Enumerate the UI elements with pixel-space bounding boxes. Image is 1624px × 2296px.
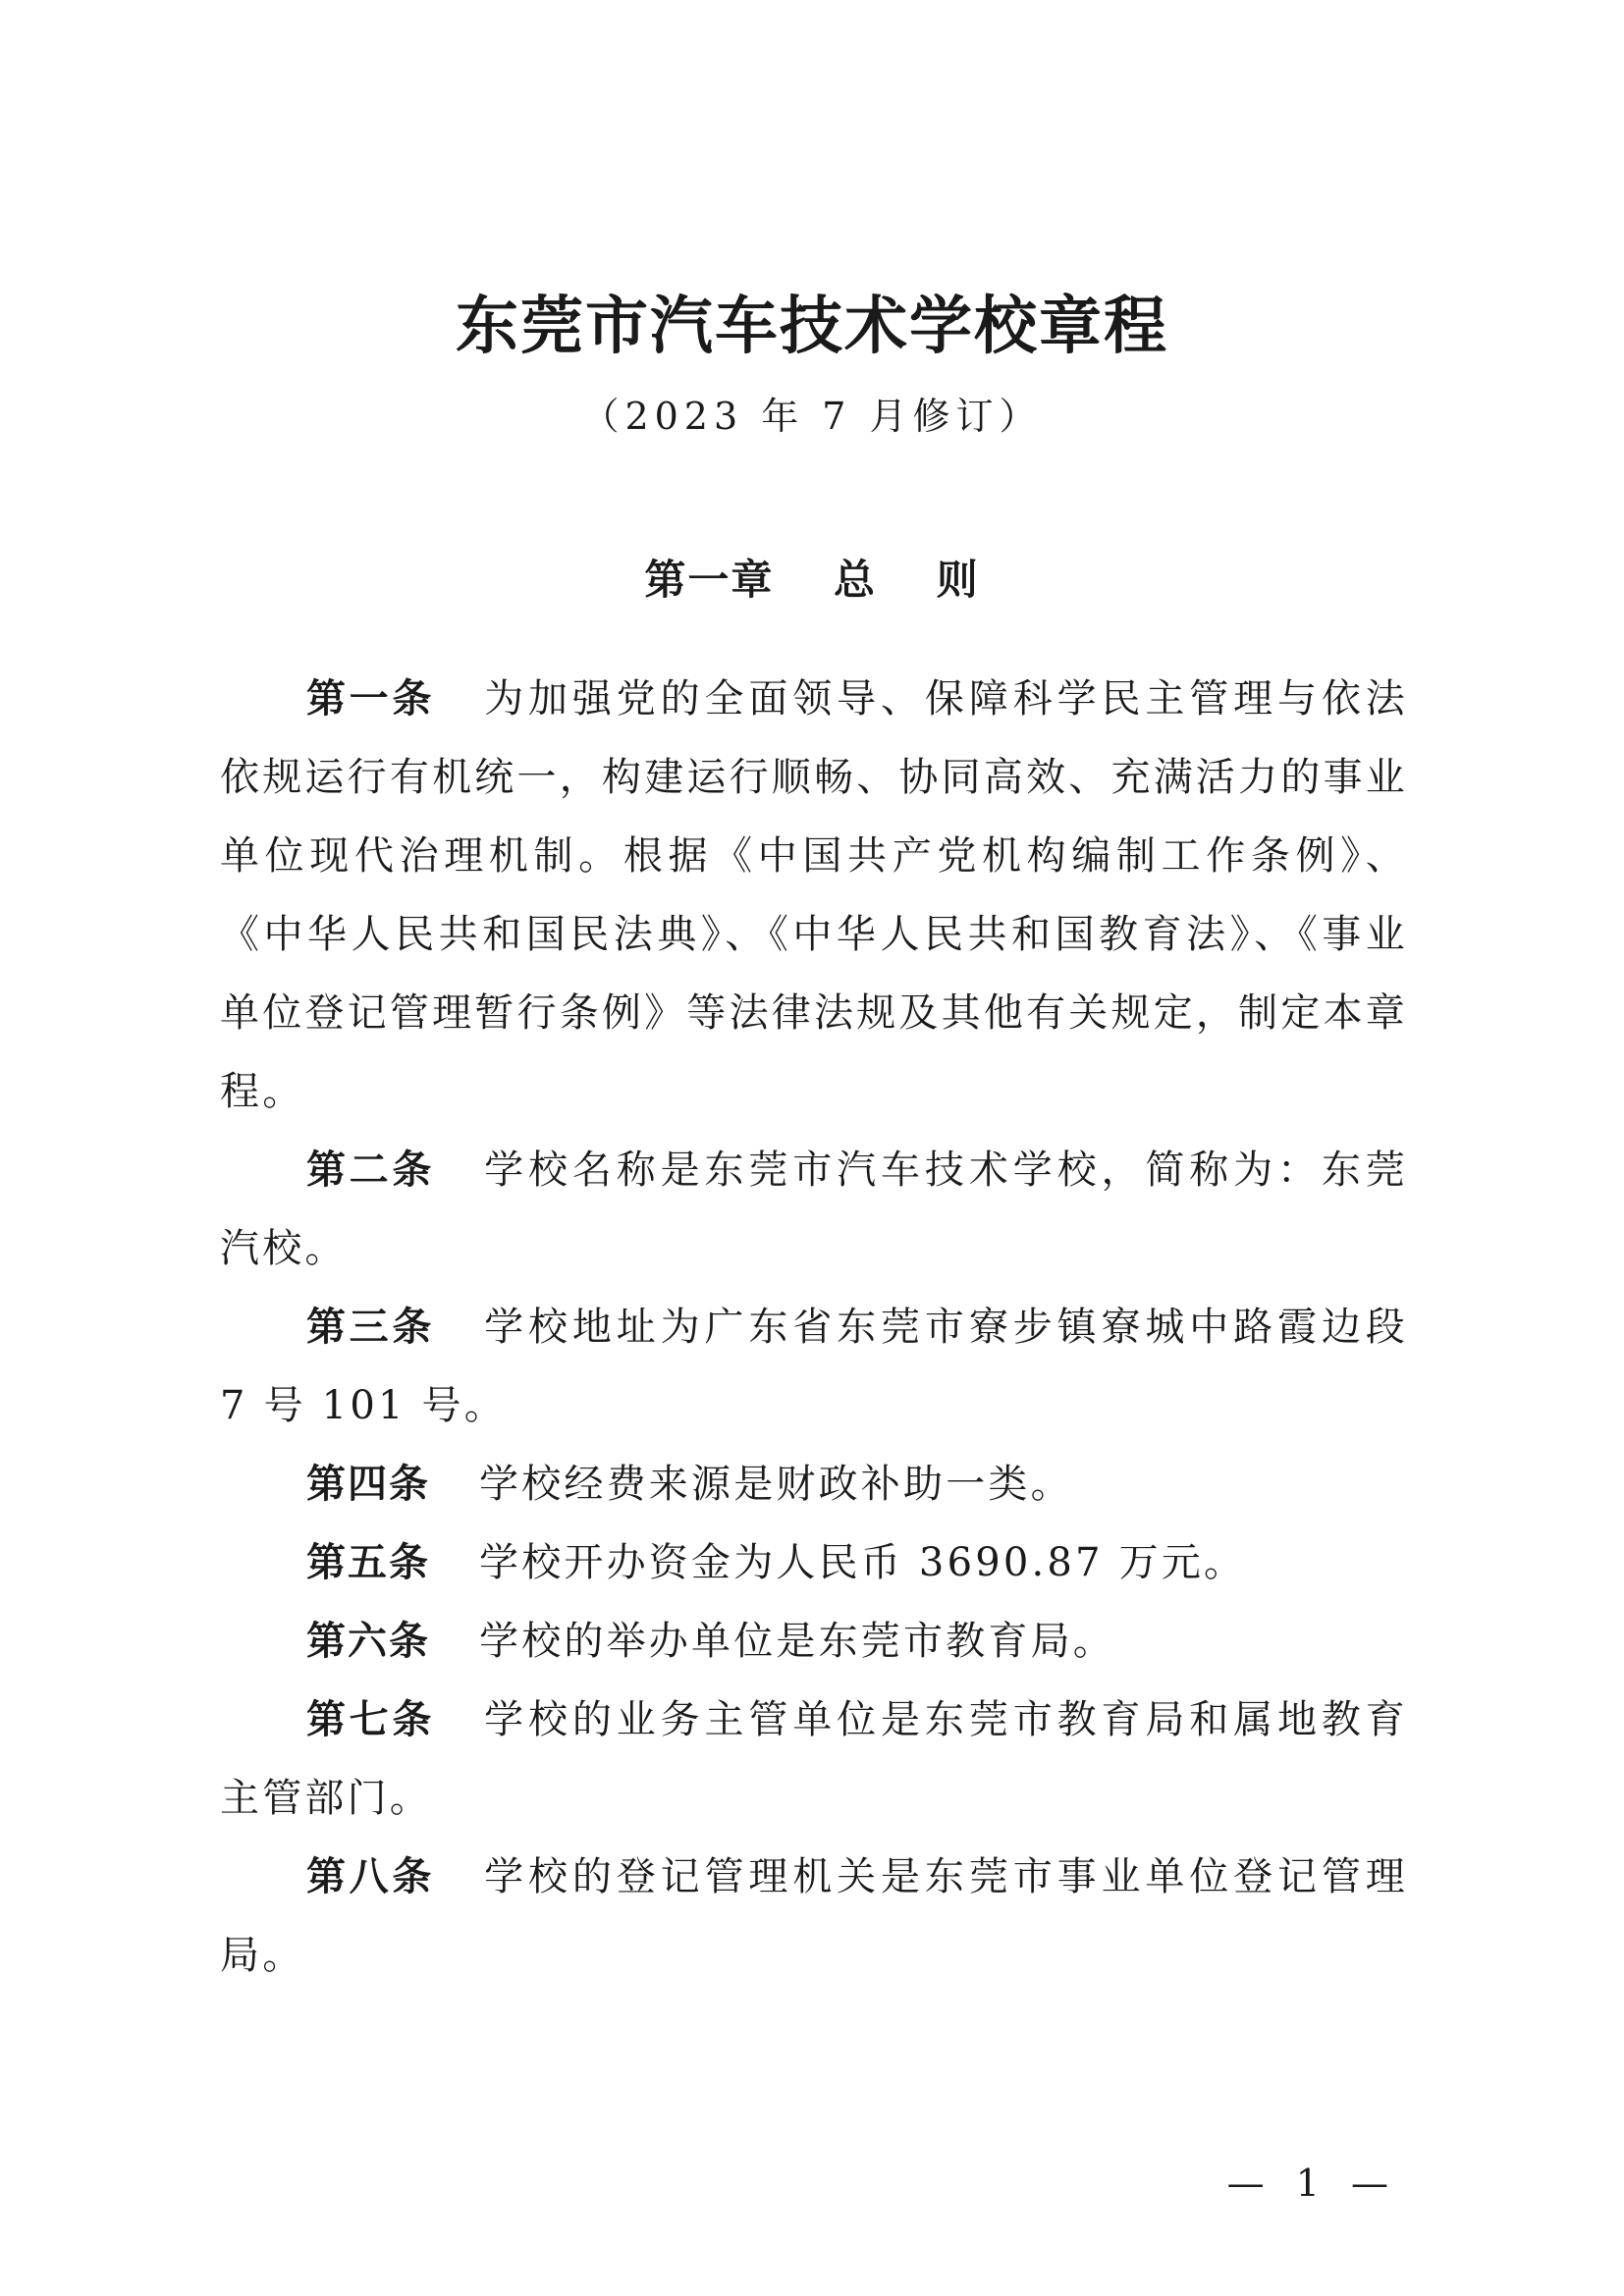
- article-label: 第一条: [306, 676, 436, 721]
- article-7: [220, 1681, 1408, 1838]
- chapter-title: 第一章 总 则: [644, 556, 980, 604]
- article-1: [220, 660, 1408, 1131]
- article-text: 学校的登记管理机关是东莞市事业单位登记管理局。: [220, 1854, 1408, 1978]
- article-text: 学校开办资金为人民币 3690.87 万元。: [479, 1540, 1247, 1585]
- article-label: 第六条: [306, 1619, 430, 1664]
- article-3: [220, 1288, 1408, 1445]
- article-label: 第三条: [306, 1305, 436, 1350]
- article-label: 第四条: [306, 1462, 430, 1507]
- article-text: 学校经费来源是财政补助一类。: [479, 1462, 1073, 1507]
- document-title: 东莞市汽车技术学校章程: [456, 290, 1168, 363]
- article-label: 第七条: [306, 1697, 436, 1742]
- article-4: [220, 1445, 1408, 1523]
- article-label: 第八条: [306, 1854, 436, 1899]
- article-text: 学校的业务主管单位是东莞市教育局和属地教育主管部门。: [220, 1697, 1408, 1821]
- articles-body: [220, 660, 1408, 1995]
- document-subtitle: （2023 年 7 月修订）: [581, 395, 1043, 438]
- article-text: 为加强党的全面领导、保障科学民主管理与依法依规运行有机统一，构建运行顺畅、协同高效、充满活力的事业单位现代治理机制。根据《中国共产党机构编制工作条例》、《中华人民共和国民法典》、《中华人民共和国教育法》、《事业单位登记管理暂行条例》等法律法规及其他有关规定，制定本章程。: [220, 676, 1408, 1114]
- article-5: [220, 1523, 1408, 1602]
- article-2: [220, 1131, 1408, 1288]
- page-number: — 1 —: [1226, 2162, 1398, 2205]
- article-label: 第五条: [306, 1540, 430, 1585]
- article-text: 学校的举办单位是东莞市教育局。: [479, 1619, 1115, 1664]
- article-text: 学校地址为广东省东莞市寮步镇寮城中路霞边段 7 号 101 号。: [220, 1305, 1408, 1428]
- article-6: [220, 1602, 1408, 1681]
- article-8: [220, 1838, 1408, 1995]
- article-label: 第二条: [306, 1148, 436, 1193]
- article-text: 学校名称是东莞市汽车技术学校，简称为：东莞汽校。: [220, 1148, 1408, 1271]
